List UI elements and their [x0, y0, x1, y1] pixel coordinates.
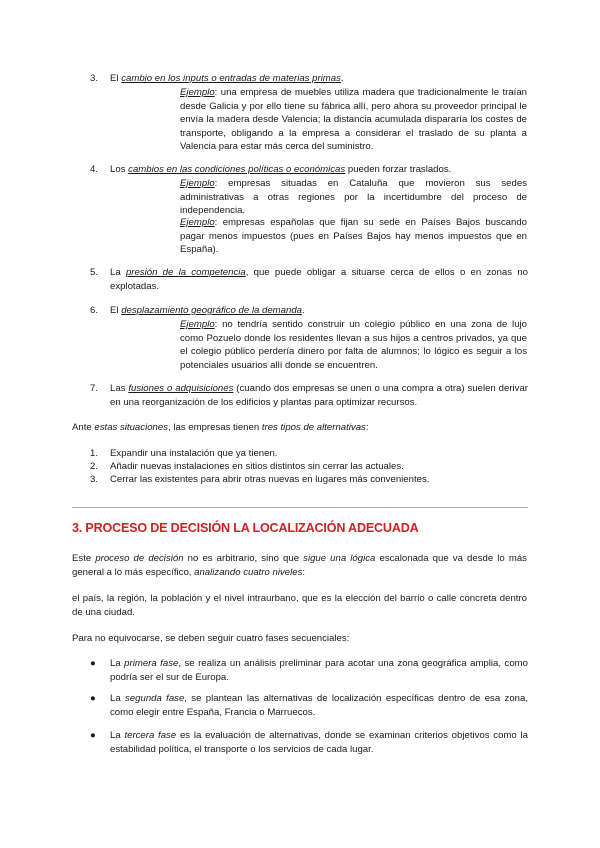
list-text: Las fusiones o adquisiciones (cuando dos empresas se unen o una compra a otra) suelen derivar en una reorganización de los edificios y plantas para optimizar recursos. — [110, 383, 528, 408]
example-label: Ejemplo — [180, 178, 215, 189]
key-term: presión de la competencia — [125, 267, 246, 278]
alternative-item: 3. Cerrar las existentes para abrir otras nuevas en lugares más convenientes. — [90, 474, 430, 485]
example-6: Ejemplo: no tendría sentido construir un colegio público en una zona de lujo como Pozuelo donde los residentes llevan a sus hijos a centros privados, ya que el colegio público perdería dinero por falta de alumnos; lo lógico es seguir a los potenciales usuarios allí donde se encuentren. — [180, 319, 527, 371]
list-item-7 — [90, 382, 528, 409]
example-label: Ejemplo — [180, 319, 215, 330]
list-number: 3. — [90, 474, 99, 485]
alternative-item: 1. Expandir una instalación que ya tienen. — [90, 448, 278, 459]
example-label: Ejemplo — [180, 87, 215, 98]
list-text: El cambio en los inputs o entradas de materias primas. — [110, 73, 344, 84]
list-number: 6. — [90, 305, 99, 316]
key-term: desplazamiento geográfico de la demanda — [121, 305, 303, 316]
list-item-4 — [90, 163, 528, 177]
list-item-3 — [90, 72, 528, 86]
list-number: 4. — [90, 164, 99, 175]
list-number: 1. — [90, 448, 99, 459]
levels-paragraph: el país, la región, la población y el nivel intraurbano, que es la elección del barrio o calle concreta dentro de una ciudad. — [72, 593, 527, 618]
example-4a: Ejemplo: empresas situadas en Cataluña que movieron sus sedes administrativas a otras regiones por la incertidumbre del proceso de independencia. — [180, 178, 527, 217]
section-divider — [72, 507, 528, 508]
alternatives-intro: Ante estas situaciones, las empresas tienen tres tipos de alternativas: — [72, 422, 369, 433]
phase-item-3: ● La tercera fase es la evaluación de alternativas, donde se examinan criterios objetivos como la estabilidad política, el transporte o los servicios de cada lugar. — [90, 730, 528, 755]
list-number: 7. — [90, 383, 99, 394]
bullet-icon: ● — [90, 693, 96, 704]
list-text: Los cambios en las condiciones políticas o económicas pueden forzar traslados. — [110, 164, 452, 175]
key-term: cambios en las condiciones políticas o económicas — [128, 164, 346, 175]
section-heading: 3. PROCESO DE DECISIÓN LA LOCALIZACIÓN ADECUADA — [72, 521, 419, 535]
example-4b: Ejemplo: empresas españolas que fijan su sede en Países Bajos buscando pagar menos impuestos (pues en Países Bajos hay menos impuestos que en España). — [180, 217, 527, 256]
phase-item-1: ● La primera fase, se realiza un análisis preliminar para acotar una zona geográfica amplia, como podría ser el sur de Europa. — [90, 658, 528, 683]
phase-item-2: ● La segunda fase, se plantean las alternativas de localización específicas dentro de esa zona, como elegir entre España, Francia o Marruecos. — [90, 693, 528, 718]
example-3: Ejemplo: una empresa de muebles utiliza madera que tradicionalmente le traían desde Galicia y por ello tiene su fábrica allí, pero ahora su proveedor principal le envía la madera desde Valencia; la distancia acumulada dispararía los costes de transporte, obligando a la empresa a considerar el traslado de su planta a Valencia para estar más cerca del suministro. — [180, 87, 527, 153]
list-text: La presión de la competencia, que puede obligar a situarse cerca de ellos o en zonas no explotadas. — [110, 267, 528, 292]
key-term: fusiones o adquisiciones — [128, 383, 234, 394]
bullet-icon: ● — [90, 658, 96, 669]
phases-intro: Para no equivocarse, se deben seguir cuatro fases secuenciales: — [72, 633, 350, 644]
list-number: 2. — [90, 461, 99, 472]
list-text: El desplazamiento geográfico de la demanda. — [110, 305, 305, 316]
bullet-icon: ● — [90, 730, 96, 741]
key-term: cambio en los inputs o entradas de materias primas — [121, 73, 341, 84]
decision-paragraph: Este proceso de decisión no es arbitrario, sino que sigue una lógica escalonada que va desde lo más general a lo más específico, analizando cuatro niveles: — [72, 553, 527, 578]
list-number: 5. — [90, 267, 99, 278]
list-item-6 — [90, 304, 528, 318]
example-label: Ejemplo — [180, 217, 215, 228]
list-item-5 — [90, 266, 528, 293]
alternative-item: 2. Añadir nuevas instalaciones en sitios distintos sin cerrar las actuales. — [90, 461, 404, 472]
list-number: 3. — [90, 73, 99, 84]
